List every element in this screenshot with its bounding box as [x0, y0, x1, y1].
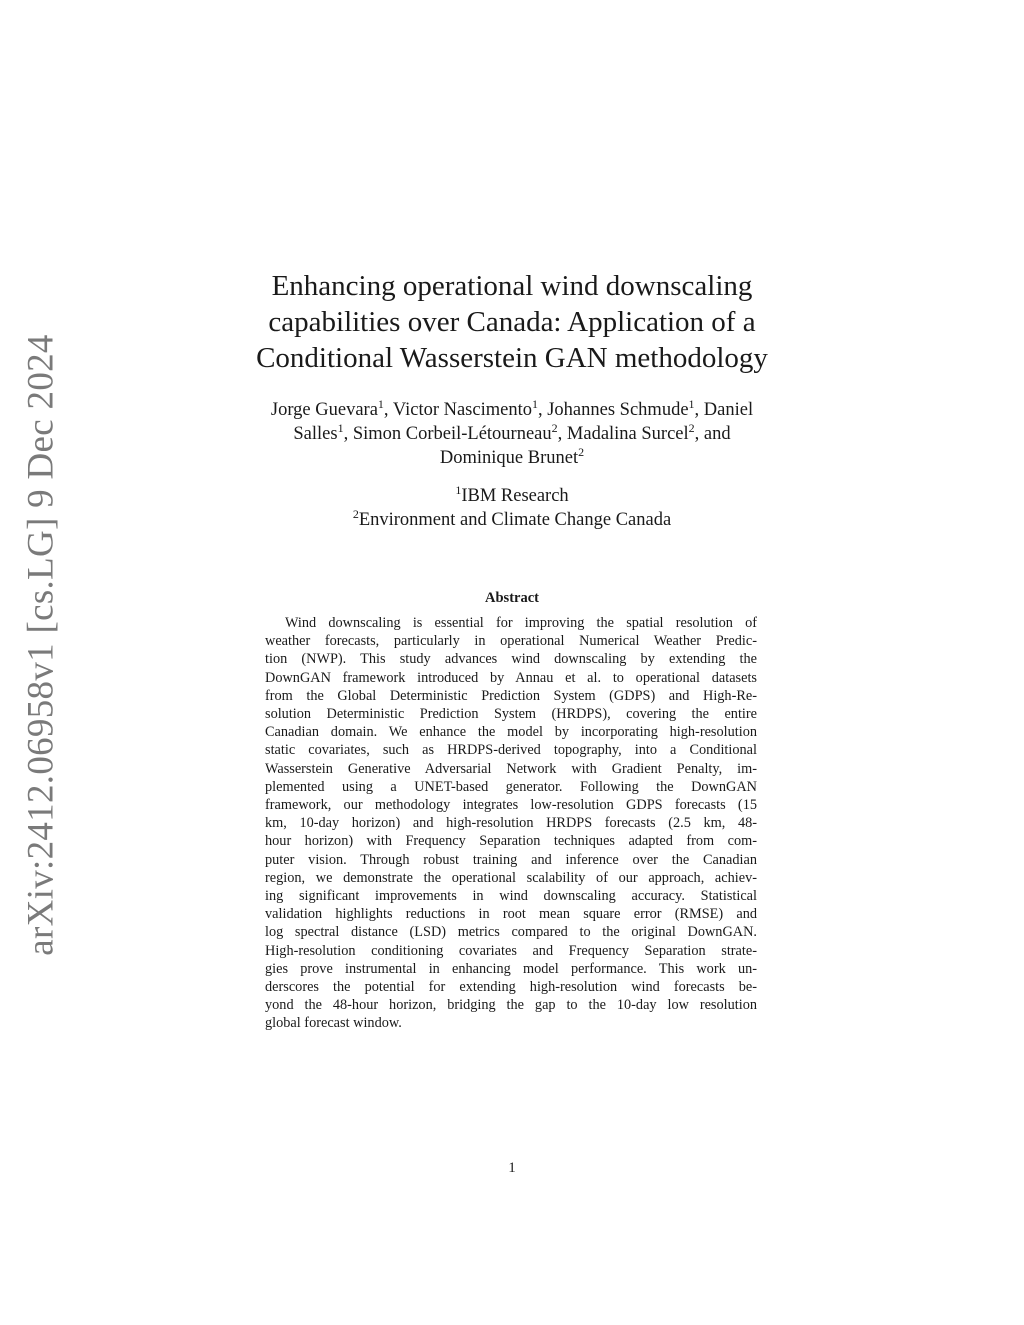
abstract-line: validation highlights reductions in root mean square error (RMSE) and	[265, 906, 757, 923]
abstract-line: region, we demonstrate the operational scalability of our approach, achiev-	[265, 869, 757, 886]
author-name: Dominique Brunet	[439, 448, 579, 468]
affiliation	[212, 484, 812, 508]
abstract-line: static covariates, such as HRDPS-derived topography, into a Conditional	[265, 742, 757, 759]
affiliation-mark: 1	[377, 396, 384, 411]
author-name: , Daniel	[694, 400, 754, 420]
author-name: Jorge Guevara	[270, 400, 378, 420]
author-line	[212, 422, 812, 446]
author-name: , Madalina Surcel	[557, 424, 689, 444]
abstract-line: global forecast window.	[265, 1015, 402, 1032]
affiliation-mark: 2	[578, 444, 585, 459]
abstract-heading: Abstract	[485, 590, 539, 606]
abstract-line: framework, our methodology integrates low-resolution GDPS forecasts (15	[265, 797, 757, 814]
abstract-line: DownGAN framework introduced by Annau et al. to operational datasets	[265, 669, 757, 686]
affiliation-mark: 2	[352, 506, 359, 521]
affiliation-mark: 2	[688, 420, 695, 435]
abstract-line: yond the 48-hour horizon, bridging the gap to the 10-day low resolution	[265, 997, 757, 1014]
arxiv-identifier-stamp: arXiv:2412.06958v1 [cs.LG] 9 Dec 2024	[20, 334, 62, 956]
affiliation-name: IBM Research	[461, 486, 569, 506]
affiliation-mark: 1	[337, 420, 344, 435]
affiliation-mark: 1	[531, 396, 538, 411]
abstract-line: Wasserstein Generative Adversarial Network with Gradient Penalty, im-	[265, 760, 757, 777]
abstract-line: from the Global Deterministic Prediction System (GDPS) and High-Re-	[265, 687, 757, 704]
affiliation-list	[212, 484, 812, 532]
author-name: , Simon Corbeil-Létourneau	[343, 424, 552, 444]
abstract-line: solution Deterministic Prediction System (HRDPS), covering the entire	[265, 706, 757, 723]
affiliation-mark: 2	[551, 420, 558, 435]
abstract-line: tion (NWP). This study advances wind downscaling by extending the	[265, 651, 757, 668]
author-line	[212, 398, 812, 422]
author-name: , Victor Nascimento	[383, 400, 532, 420]
abstract-line: ing significant improvements in wind downscaling accuracy. Statistical	[265, 888, 757, 905]
abstract-body	[265, 614, 757, 1033]
abstract-line: hour horizon) with Frequency Separation techniques adapted from com-	[265, 833, 757, 850]
affiliation-mark: 1	[455, 482, 462, 497]
affiliation-mark: 1	[688, 396, 695, 411]
title-line: Enhancing operational wind downscaling	[271, 270, 753, 302]
author-name: Salles	[293, 424, 338, 444]
abstract-line: log spectral distance (LSD) metrics compared to the original DownGAN.	[265, 924, 757, 941]
abstract-line: km, 10-day horizon) and high-resolution HRDPS forecasts (2.5 km, 48-	[265, 815, 757, 832]
abstract-line: weather forecasts, particularly in operational Numerical Weather Predic-	[265, 633, 757, 650]
author-separator: , and	[694, 424, 731, 444]
paper-title	[212, 268, 812, 376]
abstract-line: Canadian domain. We enhance the model by incorporating high-resolution	[265, 724, 757, 741]
affiliation	[212, 508, 812, 532]
title-line: capabilities over Canada: Application of a	[268, 306, 756, 338]
affiliation-name: Environment and Climate Change Canada	[358, 510, 672, 530]
title-line: Conditional Wasserstein GAN methodology	[256, 342, 768, 374]
abstract-line: derscores the potential for extending high-resolution wind forecasts be-	[265, 979, 757, 996]
abstract-line: puter vision. Through robust training and inference over the Canadian	[265, 851, 757, 868]
author-name: , Johannes Schmude	[537, 400, 689, 420]
author-line	[212, 446, 812, 470]
page-number: 1	[508, 1160, 516, 1176]
abstract-line: gies prove instrumental in enhancing model performance. This work un-	[265, 960, 757, 977]
abstract-line: plemented using a UNET-based generator. Following the DownGAN	[265, 778, 757, 795]
abstract-line: High-resolution conditioning covariates and Frequency Separation strate-	[265, 942, 757, 959]
abstract-line: Wind downscaling is essential for improving the spatial resolution of	[285, 615, 757, 631]
author-list	[212, 398, 812, 470]
